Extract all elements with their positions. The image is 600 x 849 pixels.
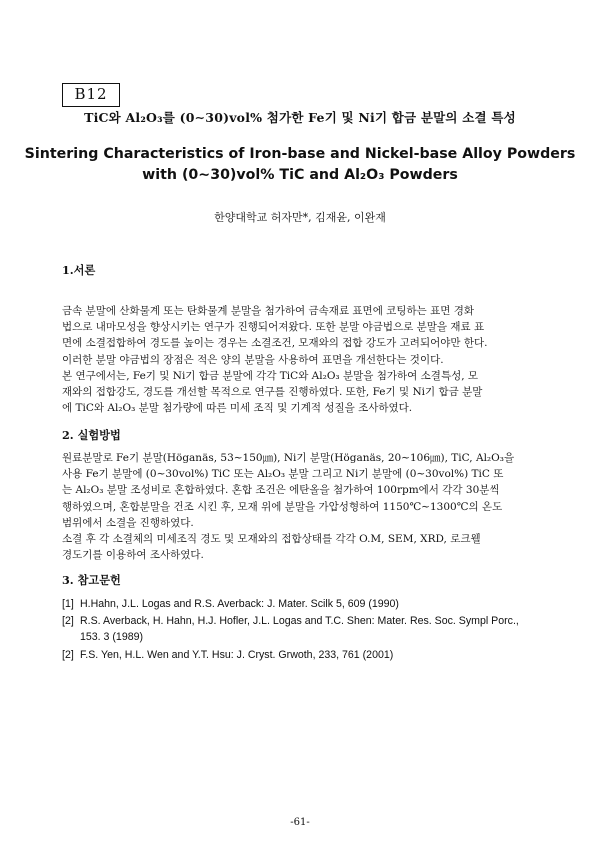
author-line: 한양대학교 허자만*, 김재윤, 이완재 [214, 211, 386, 224]
text-line: 본 연구에서는, Fe기 및 Ni기 합금 분말에 각각 TiC와 Al₂O₃ 분말을 첨가하여 소결특성, 모 [62, 369, 479, 382]
reference-item [62, 597, 548, 613]
reference-number: [2] [62, 615, 74, 627]
text-line: 사용 Fe기 분말에 (0∼30vol%) TiC 또는 Al₂O₃ 분말 그리고 Ni기 분말에 (0∼30vol%) TiC 또 [62, 468, 504, 481]
method-paragraph [62, 450, 540, 563]
text-line: 면에 소결접합하여 경도를 높이는 경우는 소결조건, 모재와의 접합 강도가 고려되어야만 한다. [62, 337, 488, 350]
text-line: 원료분말로 Fe기 분말(Höganäs, 53∼150㎛), Ni기 분말(Höganäs, 20∼106㎛), TiC, Al₂O₃을 [62, 452, 515, 464]
section-title-references: 3. 참고문헌 [62, 573, 121, 587]
text-line: 소결 후 각 소결체의 미세조직 경도 및 모재와의 접합상태를 각각 O.M, SEM, XRD, 로크웰 [62, 533, 481, 546]
reference-text: R.S. Averback, H. Hahn, H.J. Hofler, J.L. Logas and T.C. Shen: Mater. Res. Soc. Sympl Porc., 153. 3 (1989) [80, 615, 519, 643]
text-line: 범위에서 소결을 진행하였다. [62, 516, 194, 529]
section-title-method: 2. 실험방법 [62, 428, 121, 442]
text-line: 행하였으며, 혼합분말을 건조 시킨 후, 모재 위에 분말을 가압성형하여 1150℃∼1300℃의 온도 [62, 500, 503, 513]
page-number: -61- [290, 817, 310, 828]
text-line: 경도기를 이용하여 조사하였다. [62, 549, 204, 562]
text-line: 에 TiC와 Al₂O₃ 분말 첨가량에 따른 미세 조직 및 기계적 성질을 조사하였다. [62, 402, 413, 415]
reference-text: F.S. Yen, H.L. Wen and Y.T. Hsu: J. Cryst. Grwoth, 233, 761 (2001) [80, 649, 394, 661]
text-line: 금속 분말에 산화물계 또는 탄화물계 분말을 첨가하여 금속재료 표면에 코팅하는 표면 경화 [62, 305, 475, 317]
text-line: 재와의 접합강도, 경도를 개선할 목적으로 연구를 진행하였다. 또한, Fe기 및 Ni기 합금 분말 [62, 386, 483, 399]
text-line: 법으로 내마모성을 향상시키는 연구가 진행되어져왔다. 또한 분말 야금법으로 분말을 재료 표 [62, 321, 485, 334]
reference-item [62, 648, 548, 664]
english-title-line-1: Sintering Characteristics of Iron-base and Nickel-base Alloy Powders [24, 146, 576, 162]
reference-text: H.Hahn, J.L. Logas and R.S. Averback: J. Mater. Scilk 5, 609 (1990) [80, 598, 399, 610]
english-title [0, 144, 600, 186]
abstract-code-box: B12 [62, 83, 120, 107]
text-line: 는 Al₂O₃ 분말 조성비로 혼합하였다. 혼합 조건은 에탄올을 첨가하여 100rpm에서 각각 30분씩 [62, 484, 500, 497]
english-title-line-2: with (0∼30)vol% TiC and Al₂O₃ Powders [142, 167, 458, 183]
reference-item [62, 614, 548, 645]
text-line: 이러한 분말 야금법의 장점은 적은 양의 분말을 사용하여 표면을 개선한다는 것이다. [62, 353, 444, 366]
reference-number: [1] [62, 598, 74, 610]
korean-title: TiC와 Al₂O₃를 (0∼30)vol% 첨가한 Fe기 및 Ni기 합금 분말의 소결 특성 [84, 110, 516, 125]
introduction-paragraph [62, 303, 540, 416]
reference-number: [2] [62, 649, 74, 661]
section-title-introduction: 1.서론 [62, 263, 96, 277]
